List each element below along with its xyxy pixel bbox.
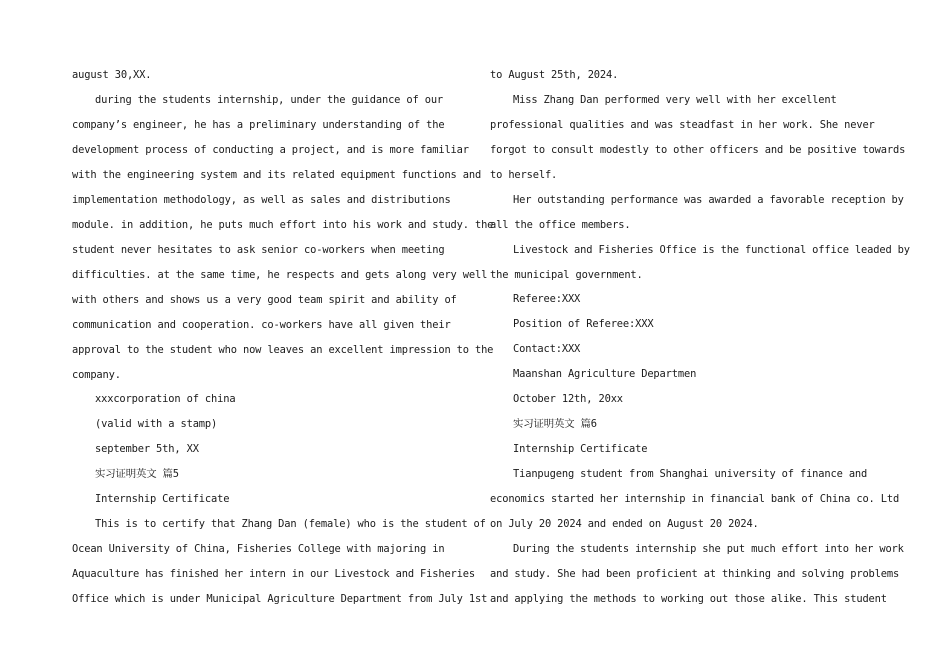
section-subheading: Internship Certificate xyxy=(513,443,648,455)
text-line: forgot to consult modestly to other officers and be positive towards xyxy=(490,144,906,156)
text-line: professional qualities and was steadfast in her work. She never xyxy=(490,119,875,131)
text-line: approval to the student who now leaves an excellent impression to the xyxy=(72,344,494,356)
text-line: economics started her internship in financial bank of China co. Ltd xyxy=(490,493,900,505)
text-line: and study. She had been proficient at thinking and solving problems xyxy=(490,568,900,580)
text-line: student never hesitates to ask senior co-workers when meeting xyxy=(72,244,445,256)
text-line: august 30,XX. xyxy=(72,69,152,81)
text-line: communication and cooperation. co-workers have all given their xyxy=(72,319,451,331)
text-line: company’s engineer, he has a preliminary understanding of the xyxy=(72,119,445,131)
text-line: Position of Referee:XXX xyxy=(513,318,654,330)
text-line: implementation methodology, as well as sales and distributions xyxy=(72,194,451,206)
text-line: Tianpugeng student from Shanghai university of finance and xyxy=(513,468,868,480)
text-line: difficulties. at the same time, he respects and gets along very well xyxy=(72,269,488,281)
text-line: during the students internship, under the guidance of our xyxy=(95,94,444,106)
text-line: to herself. xyxy=(490,169,558,181)
text-line: Aquaculture has finished her intern in our Livestock and Fisheries xyxy=(72,568,475,580)
text-line: september 5th, XX xyxy=(95,443,199,455)
text-line: and applying the methods to working out those alike. This student xyxy=(490,593,887,605)
text-line: all the office members. xyxy=(490,219,631,231)
section-heading: 实习证明英文 篇6 xyxy=(513,418,597,430)
text-line: Referee:XXX xyxy=(513,293,581,305)
text-line: (valid with a stamp) xyxy=(95,418,218,430)
text-line: company. xyxy=(72,369,121,381)
text-line: October 12th, 20xx xyxy=(513,393,623,405)
text-line: Maanshan Agriculture Departmen xyxy=(513,368,697,380)
text-line: Office which is under Municipal Agriculture Department from July 1st xyxy=(72,593,488,605)
section-heading: 实习证明英文 篇5 xyxy=(95,468,179,480)
text-line: with the engineering system and its related equipment functions and xyxy=(72,169,482,181)
text-line: Ocean University of China, Fisheries College with majoring in xyxy=(72,543,445,555)
text-line: Livestock and Fisheries Office is the functional office leaded by xyxy=(513,244,910,256)
text-line: to August 25th, 2024. xyxy=(490,69,619,81)
text-line: xxxcorporation of china xyxy=(95,393,236,405)
text-line: with others and shows us a very good team spirit and ability of xyxy=(72,294,457,306)
text-line: Miss Zhang Dan performed very well with her excellent xyxy=(513,94,837,106)
text-line: During the students internship she put much effort into her work xyxy=(513,543,904,555)
text-line: This is to certify that Zhang Dan (female) who is the student of xyxy=(95,518,486,530)
text-line: development process of conducting a project, and is more familiar xyxy=(72,144,469,156)
text-line: Contact:XXX xyxy=(513,343,581,355)
text-line: Her outstanding performance was awarded a favorable reception by xyxy=(513,194,904,206)
section-subheading: Internship Certificate xyxy=(95,493,230,505)
text-line: on July 20 2024 and ended on August 20 2024. xyxy=(490,518,759,530)
text-line: the municipal government. xyxy=(490,269,643,281)
text-line: module. in addition, he puts much effort into his work and study. the xyxy=(72,219,494,231)
